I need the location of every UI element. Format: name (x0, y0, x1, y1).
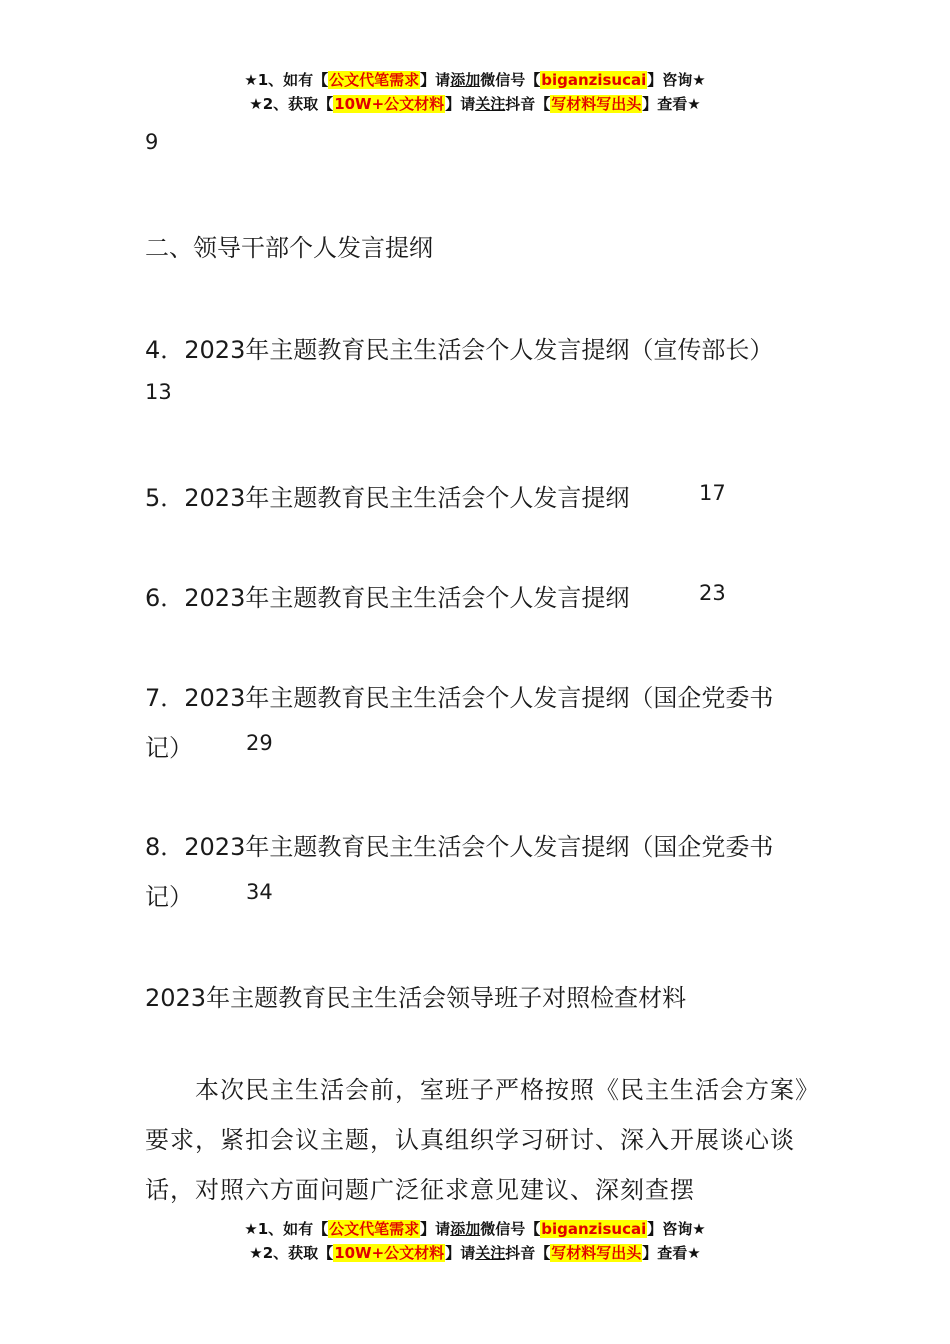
banner-underline: 关注 (475, 1244, 506, 1262)
banner-highlight: 公文代笔需求 (329, 71, 420, 89)
toc-item-7-label-cont: 记） (145, 734, 193, 762)
banner-line-1 (0, 1217, 950, 1241)
banner-text: 】咨询★ (647, 71, 706, 89)
toc-prev-page-number: 9 (145, 130, 159, 154)
toc-item-7-page: 29 (246, 731, 273, 755)
banner-highlight: 公文代笔需求 (329, 1220, 420, 1238)
toc-item-5-label: 5．2023年主题教育民主生活会个人发言提纲 (145, 484, 630, 512)
banner-highlight: 10W+公文材料 (334, 95, 445, 113)
banner-highlight: 写材料写出头 (551, 1244, 642, 1262)
toc-section-heading: 二、领导干部个人发言提纲 (145, 234, 433, 262)
banner-text: 】查看★ (642, 1244, 701, 1262)
banner-text: 】请 (420, 71, 451, 89)
banner-text: ★2、获取【 (249, 95, 334, 113)
toc-item-8-label-cont: 记） (145, 883, 193, 911)
banner-line-2 (0, 1241, 950, 1265)
banner-text: ★1、如有【 (244, 71, 329, 89)
toc-item-5-page: 17 (699, 481, 726, 505)
banner-highlight: 10W+公文材料 (334, 1244, 445, 1262)
banner-text: 】请 (445, 95, 476, 113)
banner-text: 微信号【 (480, 1220, 541, 1238)
banner-text: 抖音【 (505, 1244, 551, 1262)
banner-text: 】查看★ (642, 95, 701, 113)
toc-item-4-label: 4．2023年主题教育民主生活会个人发言提纲（宣传部长） (145, 336, 774, 364)
banner-underline: 添加 (450, 71, 481, 89)
banner-text: ★1、如有【 (244, 1220, 329, 1238)
banner-text: 】请 (445, 1244, 476, 1262)
article-paragraph: 本次民主生活会前，室班子严格按照《民主生活会方案》要求，紧扣会议主题，认真组织学习研讨、深入开展谈心谈话，对照六方面问题广泛征求意见建议、深刻查摆 (145, 1076, 808, 1204)
banner-highlight: biganzisucai (541, 1220, 647, 1238)
banner-text: 】请 (420, 1220, 451, 1238)
bottom-banner (0, 1217, 950, 1265)
banner-underline: 添加 (450, 1220, 481, 1238)
banner-highlight: biganzisucai (541, 71, 647, 89)
toc-item-4-page: 13 (145, 380, 172, 404)
toc-item-6-label: 6．2023年主题教育民主生活会个人发言提纲 (145, 584, 630, 612)
article-title: 2023年主题教育民主生活会领导班子对照检查材料 (145, 984, 687, 1012)
document-body (145, 0, 810, 1344)
toc-item-8-page: 34 (246, 880, 273, 904)
toc-item-8-label: 8．2023年主题教育民主生活会个人发言提纲（国企党委书 (145, 833, 774, 861)
banner-highlight: 写材料写出头 (551, 95, 642, 113)
banner-text: ★2、获取【 (249, 1244, 334, 1262)
banner-text: 抖音【 (505, 95, 551, 113)
banner-text: 】咨询★ (647, 1220, 706, 1238)
toc-item-6-page: 23 (699, 581, 726, 605)
banner-text: 微信号【 (480, 71, 541, 89)
banner-underline: 关注 (475, 95, 506, 113)
toc-item-7-label: 7．2023年主题教育民主生活会个人发言提纲（国企党委书 (145, 684, 774, 712)
